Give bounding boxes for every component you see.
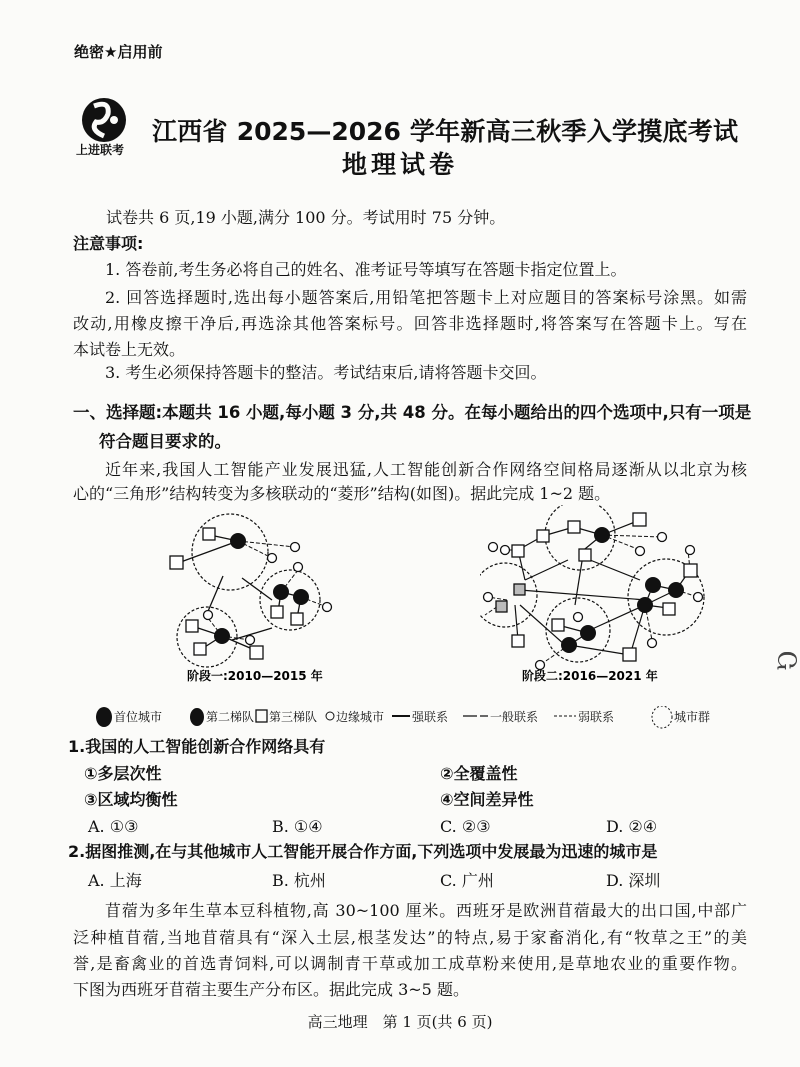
third-tier-node xyxy=(186,620,198,632)
note-line: 2. 回答选择题时,选出每小题答案后,用铅笔把答题卡上对应题目的答案标号涂黑。如需 xyxy=(105,288,747,307)
material-line: 近年来,我国人工智能产业发展迅猛,人工智能创新合作网络空间格局逐渐从以北京为核 xyxy=(105,460,747,479)
note-line: 1. 答卷前,考生务必将自己的姓名、准考证号等填写在答题卡指定位置上。 xyxy=(105,260,627,279)
edge-city-node xyxy=(658,533,667,542)
third-tier-node xyxy=(194,643,206,655)
edge-city-node xyxy=(204,611,213,620)
third-tier-node xyxy=(170,556,183,569)
legend-label: 首位城市 xyxy=(114,710,163,724)
option-a: A. ①③ xyxy=(88,817,139,836)
logo-text: 上进联考 xyxy=(76,143,125,156)
third-tier-node xyxy=(633,513,646,526)
stage2-label: 阶段二:2016—2021 年 xyxy=(522,669,658,683)
edge-city-node xyxy=(484,593,493,602)
third-tier-node xyxy=(250,646,263,659)
edge-city-node xyxy=(323,603,332,612)
edge-city-node xyxy=(489,543,498,552)
third-tier-node xyxy=(684,564,697,577)
question-number: 2. xyxy=(68,842,86,861)
option-b: B. 杭州 xyxy=(272,871,326,890)
city-cluster-legend-icon xyxy=(652,706,672,728)
material-line: 泛种植苜蓿,当地苜蓿具有“深入土层,根茎发达”的特点,易于家畜消化,有“牧草之王”的美 xyxy=(73,928,747,947)
second-tier-node xyxy=(668,582,684,598)
third-tier-node xyxy=(537,530,549,542)
scan-edge-mark: Ⴚ xyxy=(772,650,798,671)
confidential-label: 绝密★启用前 xyxy=(74,43,163,61)
edge-city-node xyxy=(268,554,277,563)
stage1-label: 阶段一:2010—2015 年 xyxy=(187,669,323,683)
third-tier-node xyxy=(623,648,636,661)
legend-label: 边缘城市 xyxy=(336,710,385,724)
second-tier-node xyxy=(293,589,309,605)
primary-city-legend-icon xyxy=(96,707,112,727)
second-tier-legend-icon xyxy=(190,708,204,726)
material-line: 心的“三角形”结构转变为多核联动的“菱形”结构(如图)。据此完成 1~2 题。 xyxy=(73,484,611,503)
network-diagram-stage1 xyxy=(160,510,370,690)
edge-city-node xyxy=(686,546,695,555)
question-number: 1. xyxy=(68,737,86,756)
note-line: 本试卷上无效。 xyxy=(73,340,186,359)
second-tier-node xyxy=(214,628,230,644)
edge-city-node xyxy=(294,563,303,572)
exam-intro: 试卷共 6 页,19 小题,满分 100 分。考试用时 75 分钟。 xyxy=(106,208,506,227)
exam-subject-title: 地理试卷 xyxy=(341,150,458,179)
option-c: C. 广州 xyxy=(440,871,494,890)
third-tier-node xyxy=(512,545,524,557)
third-tier-node xyxy=(512,635,524,647)
city-cluster xyxy=(260,570,320,630)
city-cluster xyxy=(192,514,268,590)
notes-heading: 注意事项: xyxy=(73,234,144,253)
second-tier-node xyxy=(580,625,596,641)
page-footer: 高三地理 第 1 页(共 6 页) xyxy=(307,1013,493,1031)
second-tier-node xyxy=(273,584,289,600)
publisher-logo xyxy=(74,96,144,156)
note-line: 3. 考生必须保持答题卡的整洁。考试结束后,请将答题卡交回。 xyxy=(105,363,547,382)
note-line: 改动,用橡皮擦干净后,再选涂其他答案标号。回答非选择题时,将答案写在答题卡上。写在 xyxy=(73,314,747,333)
third-tier-node xyxy=(568,521,580,533)
edge-city-node xyxy=(648,639,657,648)
statement: ③区域均衡性 xyxy=(84,790,178,809)
third-tier-node xyxy=(514,584,525,595)
material-line: 誉,是畜禽业的首选青饲料,可以调制青干草或加工成草粉来使用,是草地农业的重要作物。 xyxy=(73,954,747,973)
question-stem: 据图推测,在与其他城市人工智能开展合作方面,下列选项中发展最为迅速的城市是 xyxy=(85,842,658,861)
question-2 xyxy=(68,842,657,862)
option-d: D. 深圳 xyxy=(606,871,661,890)
legend-label: 一般联系 xyxy=(490,710,539,724)
legend-label: 第二梯队 xyxy=(206,710,255,724)
second-tier-node xyxy=(561,637,577,653)
material-line: 苜蓿为多年生草本豆科植物,高 30~100 厘米。西班牙是欧洲苜蓿最大的出口国,中部广 xyxy=(105,901,747,920)
section-heading: 一、选择题:本题共 16 小题,每小题 3 分,共 48 分。在每小题给出的四个选项中,只有一项是 xyxy=(73,403,752,422)
third-tier-legend-icon xyxy=(256,710,267,722)
option-c: C. ②③ xyxy=(440,817,491,836)
section-heading-cont: 符合题目要求的。 xyxy=(99,432,231,451)
second-tier-node xyxy=(645,577,661,593)
edge-city-node xyxy=(574,613,583,622)
legend-label: 弱联系 xyxy=(578,710,615,724)
third-tier-node xyxy=(291,613,303,625)
diagram-legend xyxy=(96,706,711,730)
third-tier-node xyxy=(552,619,564,631)
option-d: D. ②④ xyxy=(606,817,658,836)
third-tier-node xyxy=(496,601,507,612)
material-line: 下图为西班牙苜蓿主要生产分布区。据此完成 3~5 题。 xyxy=(73,980,469,999)
option-a: A. 上海 xyxy=(88,871,142,890)
question-1 xyxy=(68,737,325,757)
edge-city-node xyxy=(501,546,510,555)
edge-city-node xyxy=(636,547,645,556)
option-b: B. ①④ xyxy=(272,817,323,836)
second-tier-node xyxy=(637,597,653,613)
primary-city-node xyxy=(594,527,610,543)
exam-title: 江西省 2025—2026 学年新高三秋季入学摸底考试 xyxy=(152,117,738,146)
legend-label: 城市群 xyxy=(674,710,711,724)
edge-city-legend-icon xyxy=(326,712,334,720)
edge-city-node xyxy=(694,593,703,602)
statement: ①多层次性 xyxy=(84,764,162,783)
third-tier-node xyxy=(271,606,283,618)
third-tier-node xyxy=(203,528,215,540)
primary-city-node xyxy=(230,533,246,549)
legend-label: 强联系 xyxy=(412,710,449,724)
legend-label: 第三梯队 xyxy=(269,710,318,724)
third-tier-node xyxy=(579,549,591,561)
edge-city-node xyxy=(291,543,300,552)
question-stem: 我国的人工智能创新合作网络具有 xyxy=(85,737,326,756)
edge-city-node xyxy=(246,636,255,645)
statement: ②全覆盖性 xyxy=(440,764,518,783)
statement: ④空间差异性 xyxy=(440,790,534,809)
network-diagram-stage2 xyxy=(480,505,730,690)
third-tier-node xyxy=(663,603,675,615)
